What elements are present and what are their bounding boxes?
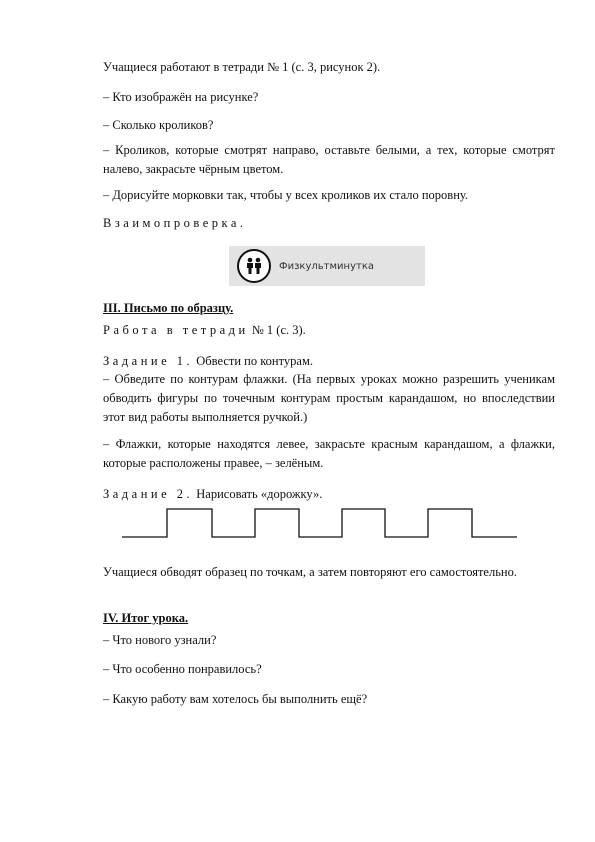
task-2-label: Задание 2. [103, 487, 194, 501]
task-1-colors: – Флажки, которые находятся левее, закрасьте красным карандашом, а флажки, которые расположены правее, – зелёным. [103, 437, 555, 470]
work-reference: № 1 (с. 3). [251, 323, 306, 337]
section-4-heading: IV. Итог урока. [103, 611, 189, 625]
task-2-text: Нарисовать «дорожку». [196, 487, 323, 501]
task-1-label: Задание 1. [103, 354, 194, 368]
work-label: Работа в тетради [103, 323, 249, 337]
question-who: – Кто изображён на рисунке? [103, 90, 259, 104]
paragraph-workbook: Учащиеся работают в тетради № 1 (с. 3, рисунок 2). [103, 60, 381, 74]
section-3-heading: III. Письмо по образцу. [103, 301, 234, 315]
instruction-rabbits: – Кроликов, которые смотрят направо, оставьте белыми, а тех, которые смотрят налево, закрасьте чёрным цветом. [103, 143, 555, 176]
question-more-work: – Какую работу вам хотелось бы выполнить ещё? [103, 692, 368, 706]
question-liked: – Что особенно понравилось? [103, 662, 262, 676]
question-new: – Что нового узнали? [103, 633, 217, 647]
mutual-check: Взаимопроверка. [103, 216, 247, 230]
square-wave-path [122, 509, 517, 537]
task-1-text: Обвести по контурам. [196, 354, 314, 368]
instruction-carrots: – Дорисуйте морковки так, чтобы у всех кроликов их стало поровну. [103, 188, 469, 202]
question-how-many: – Сколько кроликов? [103, 118, 214, 132]
banner-label: Физкультминутка [279, 260, 374, 272]
task-1-paragraph: – Обведите по контурам флажки. (На первых уроках можно разрешить ученикам обводить фигуры по точечным контурам простым карандашом, но впоследствии этот вид работы выполняется ручкой.) [103, 372, 555, 424]
task-2-paragraph: Учащиеся обводят образец по точкам, а затем повторяют его самостоятельно. [103, 565, 517, 579]
